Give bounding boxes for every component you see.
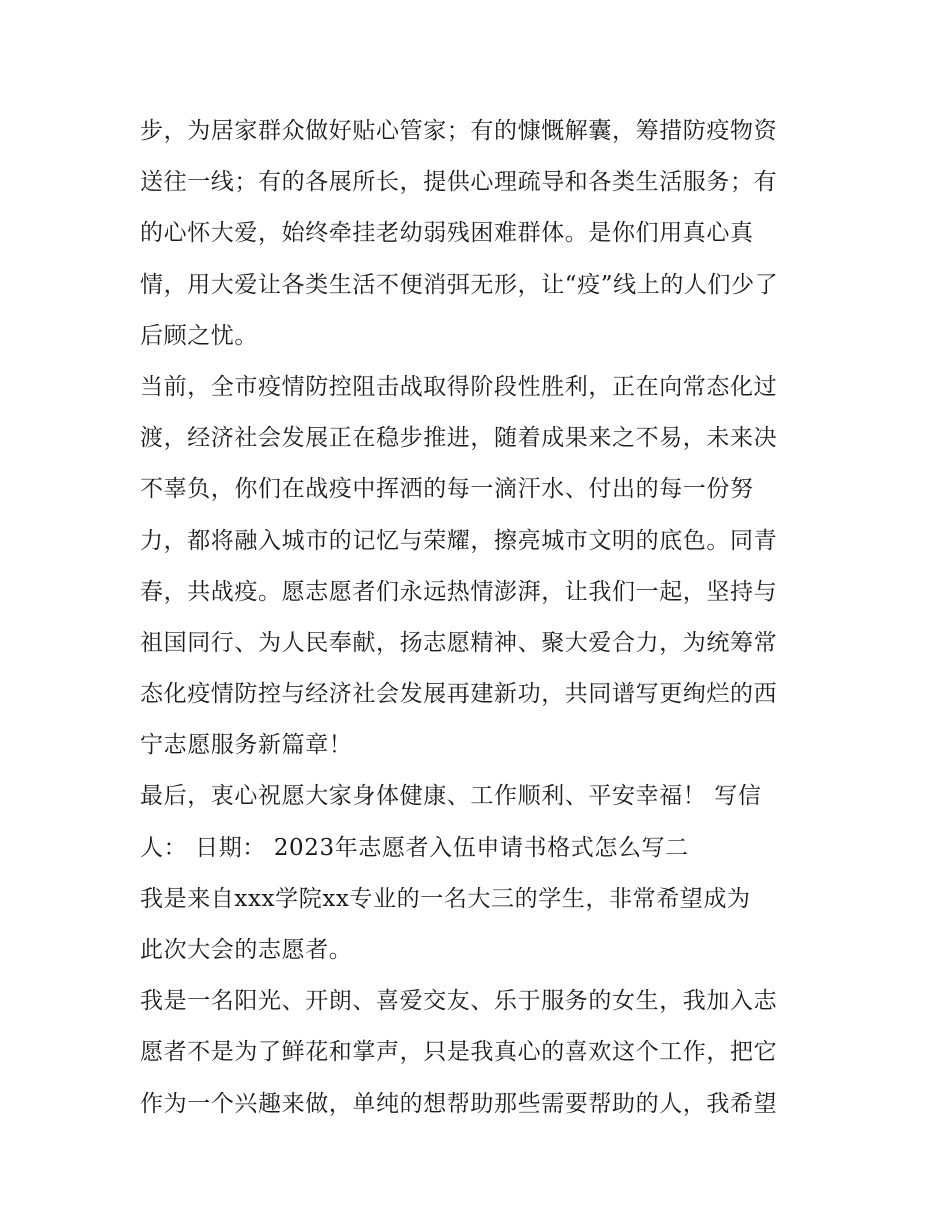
text-line: 春，共战疫。愿志愿者们永远热情澎湃，让我们一起，坚持与 [140, 578, 778, 605]
document-body [140, 106, 820, 1130]
text-line: 宁志愿服务新篇章！ [140, 732, 353, 759]
text-line: 此次大会的志愿者。 [140, 937, 353, 963]
text-line: 不辜负，你们在战疫中挥洒的每一滴汗水、付出的每一份努 [140, 476, 754, 503]
text-line: 祖国同行、为人民奉献，扬志愿精神、聚大爱合力，为统筹常 [140, 629, 778, 656]
text-line: 的心怀大爱，始终牵挂老幼弱残困难群体。是你们用真心真 [140, 220, 754, 247]
text-line: 后顾之忧。 [140, 322, 258, 349]
text-line: 愿者不是为了鲜花和掌声，只是我真心的喜欢这个工作，把它 [140, 1039, 778, 1066]
text-line: 最后，衷心祝愿大家身体健康、工作顺利、平安幸福！ 写信 [140, 783, 762, 810]
text-line: 态化疫情防控与经济社会发展再建新功，共同谱写更绚烂的西 [140, 681, 778, 708]
text-line: 我是一名阳光、开朗、喜爱交友、乐于服务的女生，我加入志 [140, 988, 778, 1015]
text-line: 当前，全市疫情防控阻击战取得阶段性胜利，正在向常态化过 [140, 373, 778, 400]
text-line: 人： 日期： 2023年志愿者入伍申请书格式怎么写二 [140, 834, 689, 861]
text-line: 力，都将融入城市的记忆与荣耀，擦亮城市文明的底色。同青 [140, 527, 778, 554]
text-line: 步，为居家群众做好贴心管家；有的慷慨解囊，筹措防疫物资 [140, 118, 778, 144]
text-line: 渡，经济社会发展正在稳步推进，随着成果来之不易，未来决 [140, 425, 778, 452]
text-line: 作为一个兴趣来做，单纯的想帮助那些需要帮助的人，我希望 [140, 1090, 778, 1117]
text-line: 情，用大爱让各类生活不便消弭无形，让“疫”线上的人们少了 [140, 271, 779, 298]
text-line: 我是来自xxx学院xx专业的一名大三的学生，非常希望成为 [140, 885, 751, 912]
text-line: 送往一线；有的各展所长，提供心理疏导和各类生活服务；有 [140, 169, 778, 196]
